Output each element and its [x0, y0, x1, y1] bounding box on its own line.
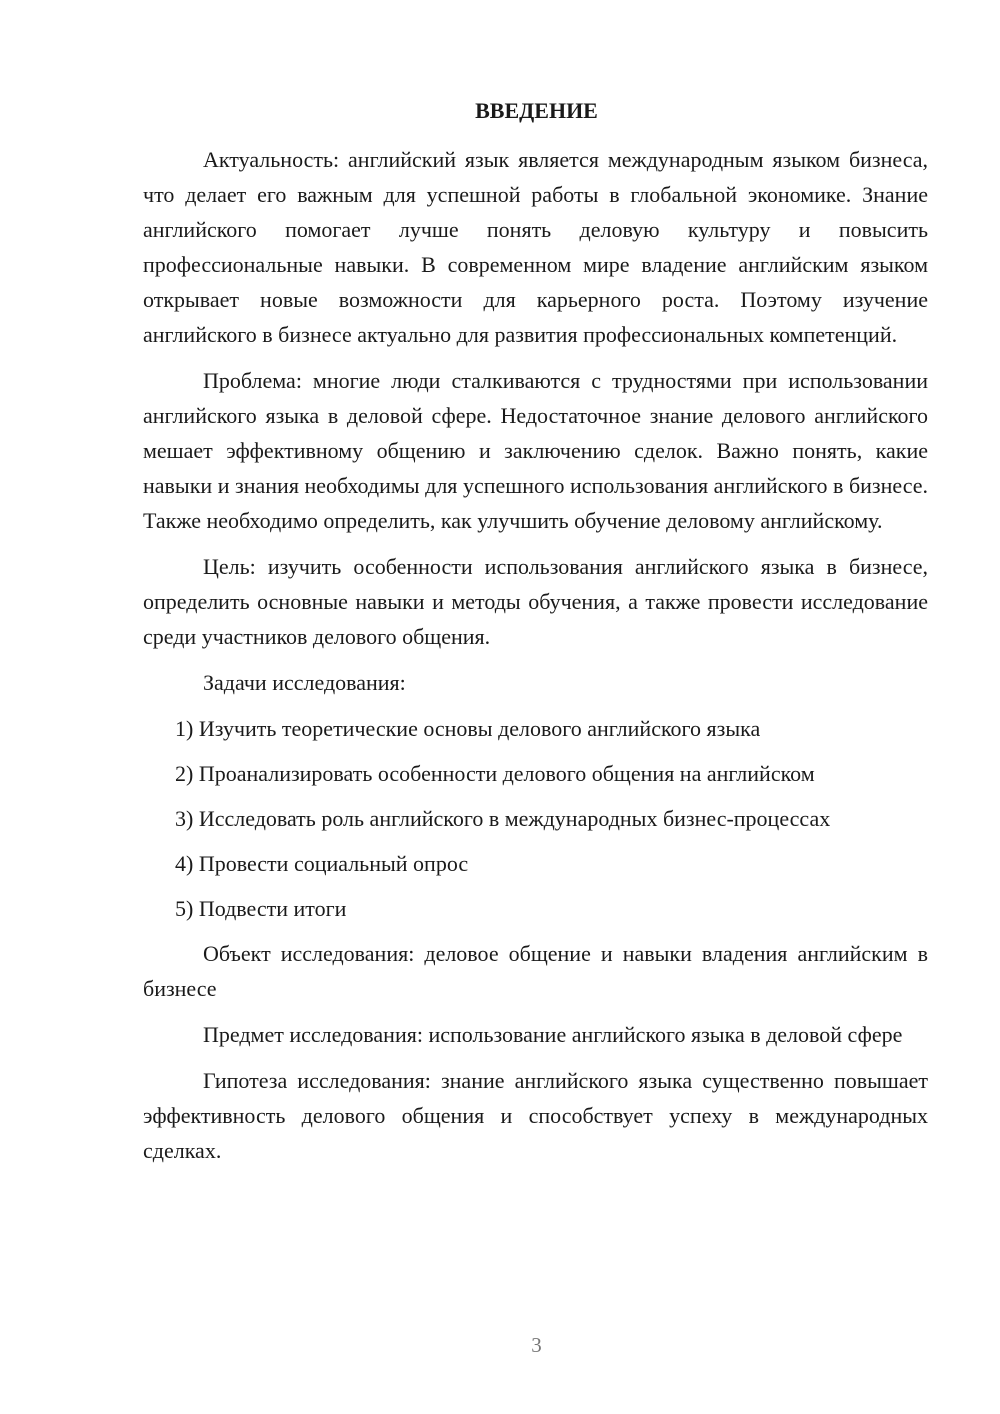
paragraph-goal: Цель: изучить особенности использования английского языка в бизнесе, определить основные навыки и методы обучения, а также провести исследование среди участников делового общения.	[143, 554, 928, 649]
paragraph-object: Объект исследования: деловое общение и навыки владения английским в бизнесе	[143, 941, 928, 1001]
page-number: 3	[531, 1333, 542, 1357]
document-body	[143, 142, 928, 1179]
paragraph-hypothesis: Гипотеза исследования: знание английского языка существенно повышает эффективность делового общения и способствует успеху в международных сделках.	[143, 1068, 928, 1163]
paragraph-problem: Проблема: многие люди сталкиваются с трудностями при использовании английского языка в деловой сфере. Недостаточное знание делового английского мешает эффективному общению и заключению сделок. Важно понять, какие навыки и знания необходимы для успешного использования английского в бизнесе. Также необходимо определить, как улучшить обучение деловому английскому.	[143, 368, 928, 533]
list-item: 5) Подвести итоги	[175, 896, 347, 921]
page-title: ВВЕДЕНИЕ	[475, 98, 598, 123]
tasks-list	[143, 711, 928, 926]
paragraph-subject: Предмет исследования: использование английского языка в деловой сфере	[203, 1022, 903, 1047]
paragraph-relevance: Актуальность: английский язык является международным языком бизнеса, что делает его важным для успешной работы в глобальной экономике. Знание английского помогает лучше понять деловую культуру и повысить профессиональные навыки. В современном мире владение английским языком открывает новые возможности для карьерного роста. Поэтому изучение английского в бизнесе актуально для развития профессиональных компетенций.	[143, 147, 928, 347]
tasks-heading: Задачи исследования:	[203, 670, 406, 695]
list-item: 2) Проанализировать особенности делового общения на английском	[175, 761, 815, 786]
list-item: 3) Исследовать роль английского в международных бизнес-процессах	[175, 806, 831, 831]
list-item: 4) Провести социальный опрос	[175, 851, 469, 876]
list-item: 1) Изучить теоретические основы делового английского языка	[175, 716, 761, 741]
